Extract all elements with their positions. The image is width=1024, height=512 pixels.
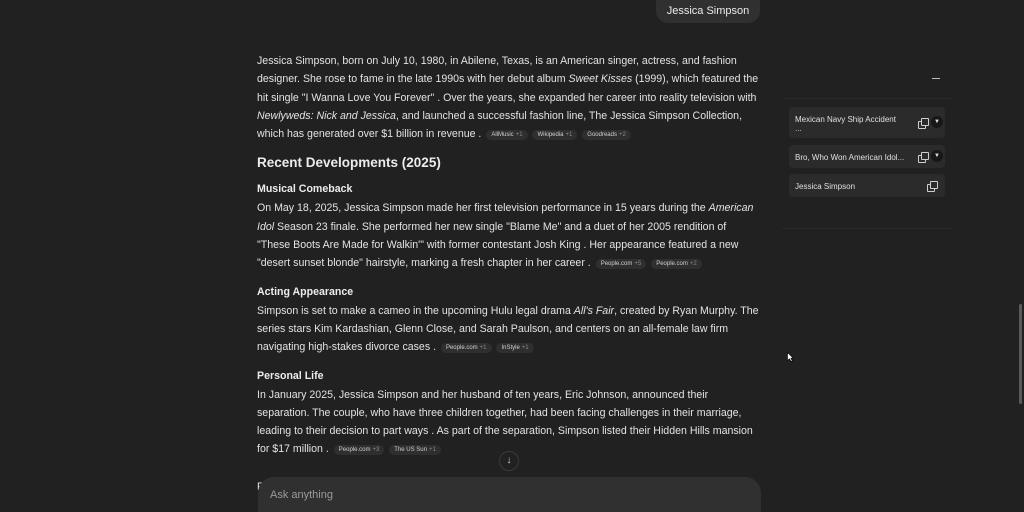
citation-source: People.com [656, 261, 688, 268]
citation-more-count: +1 [521, 345, 529, 352]
citation-source: People.com [600, 261, 633, 268]
section-body-musical-comeback [257, 199, 762, 272]
citation-more-count: +2 [618, 132, 626, 139]
citation-chip[interactable] [486, 130, 527, 140]
citation-source: Goodreads [587, 132, 617, 139]
panel-item-label: Jessica Simpson [795, 182, 856, 191]
scroll-to-bottom-button[interactable] [499, 451, 519, 471]
panel-item-label: Bro, Who Won American Idol... [795, 153, 905, 162]
section-body-acting-appearance [257, 302, 762, 357]
panel-item-mexican-navy[interactable] [789, 107, 945, 138]
citation-chip[interactable] [496, 343, 533, 353]
text-segment: Simpson is set to make a cameo in the upcoming Hulu legal drama [257, 304, 574, 317]
citation-chip[interactable] [596, 259, 647, 269]
citation-source: People.com [445, 345, 478, 352]
panel-item-american-idol[interactable] [789, 145, 945, 168]
citation-chip[interactable] [389, 445, 441, 455]
prompt-input[interactable] [270, 487, 740, 503]
text-segment: , created by Ryan Murphy. The series stars Kim Kardashian, Glenn Close, and Sarah Paulson, and centers on an all-female law firm navigating high-stakes divorce cases . [257, 304, 759, 354]
intro-paragraph [257, 52, 762, 143]
citation-more-count: +1 [479, 345, 487, 352]
citation-source: Wikipedia [537, 132, 564, 139]
italic-text: All's Fair [573, 304, 615, 317]
mouse-cursor-icon [787, 352, 794, 362]
user-message-bubble: Jessica Simpson [656, 0, 760, 23]
text-segment: Jessica Simpson, born on July 10, 1980, in Abilene, Texas, is an American singer, actress, and fashion designer. She rose to fame in the late 1990s with her debut album [257, 55, 737, 86]
citation-more-count: +5 [634, 261, 642, 268]
citation-chip[interactable] [441, 343, 492, 353]
panel-divider [782, 98, 952, 99]
page-scrollbar[interactable] [1019, 304, 1022, 404]
copy-icon[interactable] [927, 181, 936, 190]
citation-chip[interactable] [651, 259, 702, 269]
citation-source: InStyle [501, 345, 520, 352]
panel-item-ellipsis: ... [795, 124, 802, 133]
panel-divider [782, 228, 952, 229]
section-title-personal-life: Personal Life [257, 369, 324, 382]
text-segment: On May 18, 2025, Jessica Simpson made her first television performance in 15 years during the [257, 202, 709, 215]
italic-text: Sweet Kisses [568, 73, 633, 86]
side-panel [782, 72, 952, 232]
citation-source: People.com [338, 447, 371, 454]
copy-icon[interactable] [918, 152, 927, 161]
arrow-down-icon: ↓ [506, 455, 512, 466]
citation-more-count: +2 [689, 261, 697, 268]
chevron-down-icon[interactable]: ▼ [931, 116, 943, 128]
chevron-down-icon[interactable]: ▼ [931, 150, 943, 162]
citation-chip[interactable] [582, 130, 631, 140]
text-segment: , and launched a successful fashion line, The Jessica Simpson Collection, which has generated over $1 billion in revenue . [257, 109, 743, 141]
italic-text: Newlyweds: Nick and Jessica [257, 109, 396, 122]
citation-more-count: +1 [515, 132, 523, 139]
citation-more-count: +1 [428, 447, 436, 454]
italic-text: American Idol [257, 202, 754, 233]
citation-more-count: +3 [372, 447, 380, 454]
panel-item-jessica-simpson[interactable] [789, 174, 945, 197]
citation-more-count: +1 [565, 132, 573, 139]
citation-source: The US Sun [394, 447, 427, 454]
recent-developments-heading: Recent Developments (2025) [257, 155, 441, 171]
copy-icon[interactable] [918, 118, 927, 127]
section-body-personal-life [257, 386, 762, 459]
citation-chip[interactable] [532, 130, 577, 140]
text-segment: (1999), which featured the hit single "I Wanna Love You Forever" . Over the years, she expanded her career into reality television with [257, 73, 759, 104]
assistant-answer [257, 52, 762, 459]
section-title-musical-comeback: Musical Comeback [257, 183, 353, 196]
text-segment: Season 23 finale. She performed her new single "Blame Me" and a duet of her 2005 rendition of "These Boots Are Made for Walkin'" with former contestant Josh King . Her appearance featured a new "desert sunset blonde" hairstyle, marking a fresh chapter in her career . [257, 220, 739, 270]
composer [258, 477, 761, 512]
panel-item-label: Mexican Navy Ship Accident [795, 115, 896, 124]
citation-chip[interactable] [334, 445, 385, 455]
citation-source: AllMusic [491, 132, 514, 139]
section-title-acting-appearance: Acting Appearance [257, 285, 354, 298]
text-segment: In January 2025, Jessica Simpson and her husband of ten years, Eric Johnson, announced their separation. The couple, who have three children together, had been facing challenges in their marriage, leading to their decision to part ways . As part of the separation, Simpson listed their Hidden Hills mansion for $17 million . [257, 388, 753, 456]
minus-icon[interactable] [932, 78, 940, 79]
